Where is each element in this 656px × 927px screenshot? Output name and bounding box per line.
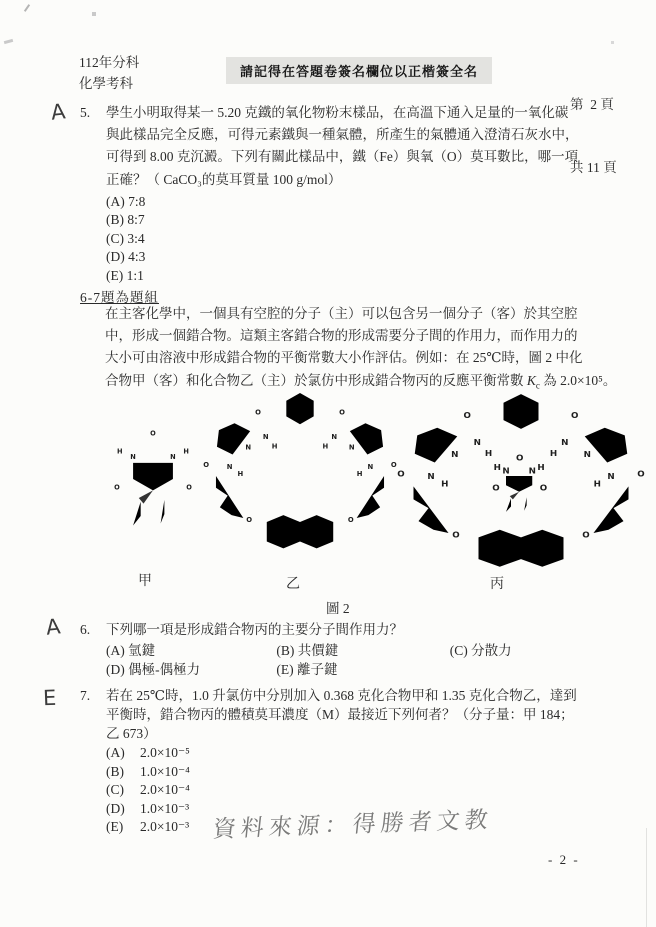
passage-line: 在主客化學中，一個具有空腔的分子（主）可以包含另一個分子（客）於其空腔 [105, 306, 578, 321]
option-letter: (D) [106, 800, 125, 816]
svg-text:N: N [427, 471, 435, 481]
svg-text:H: H [593, 478, 601, 489]
question-6-stem [80, 620, 630, 640]
header-exam-info [79, 52, 139, 94]
handwritten-answer-q7: E [42, 685, 57, 711]
passage-text: 合物甲（客）和化合物乙（主）於氯仿中形成錯合物丙的反應平衡常數 [105, 372, 527, 388]
question-group-title: 6-7題為題組 [80, 290, 159, 305]
svg-text:O: O [246, 515, 253, 524]
option-a: (A) 7:8 [106, 193, 146, 209]
svg-text:N: N [130, 453, 136, 462]
figure-2-caption: 圖 2 [326, 601, 350, 616]
scan-edge-line [646, 828, 647, 927]
svg-text:O: O [390, 461, 397, 470]
question-line: 與此樣品完全反應，可得元素鐵與一種氣體，所產生的氣體通入澄清石灰水中， [106, 127, 579, 143]
svg-text:H: H [322, 442, 329, 451]
svg-text:N: N [226, 463, 233, 472]
question-5 [80, 102, 630, 285]
handwritten-answer-q5: A [49, 99, 67, 125]
question-line: 平衡時，錯合物丙的體積莫耳濃度（M）最接近下列何者？（分子量：甲 184； [106, 707, 574, 722]
option-e: (E) 離子鍵 [276, 662, 338, 677]
svg-text:N: N [561, 437, 569, 447]
option-c: (C) 分散力 [449, 642, 512, 658]
option-value: 2.0×10⁻⁴ [140, 782, 190, 798]
option-value: 1.0×10⁻⁴ [140, 763, 190, 779]
question-text: 下列哪一項是形成錯合物丙的主要分子間作用力？ [106, 622, 403, 637]
total-pages-line: 共 11 頁 [570, 160, 617, 175]
question-line: 正確？（ CaCO₃的莫耳質量 100 g/mol） [106, 171, 342, 187]
svg-text:H: H [237, 470, 244, 479]
question-number: 7. [80, 688, 91, 703]
structure-bing-label: 丙 [490, 577, 504, 592]
scan-speck [92, 12, 96, 16]
svg-text:O: O [463, 410, 471, 420]
option-d: (D) 偶極-偶極力 [106, 662, 201, 677]
signature-notice-banner: 請記得在答題卷簽名欄位以正楷簽全名 [226, 57, 492, 84]
passage-line: 中，形成一個錯合物。這類主客錯合物的形成需要分子間的作用力，而作用力的 [105, 328, 578, 344]
exam-year: 112年分科 [79, 55, 140, 70]
figure-2 [0, 390, 656, 620]
question-line: 乙 673） [106, 726, 157, 741]
svg-text:N: N [451, 449, 459, 459]
svg-text:O: O [582, 529, 590, 540]
question-line [80, 686, 630, 705]
question-line [80, 620, 630, 640]
passage-line: 大小可由溶液中形成錯合物的平衡常數大小作評估。例如：在 25℃時，圖 2 中化 [105, 350, 583, 366]
question-number: 5. [80, 105, 91, 120]
scan-speck [4, 39, 13, 44]
footer-page-number: - 2 - [548, 852, 580, 867]
svg-text:O: O [397, 469, 405, 479]
option-letter: (B) [106, 763, 124, 779]
option-value: 2.0×10⁻³ [140, 819, 190, 835]
svg-text:N: N [348, 443, 355, 452]
svg-text:N: N [170, 453, 176, 462]
question-5-stem [80, 102, 630, 191]
svg-text:N: N [262, 432, 269, 441]
svg-text:H: H [183, 447, 189, 456]
question-line [80, 102, 630, 124]
structure-bing-complex-drawing [396, 393, 646, 583]
question-number: 6. [80, 622, 91, 637]
svg-text:O: O [452, 529, 460, 540]
exam-subject: 化學考科 [79, 76, 133, 91]
svg-text:O: O [516, 452, 524, 463]
svg-text:O: O [571, 410, 579, 420]
structure-yi-macrocycle-drawing [202, 392, 398, 563]
svg-text:N: N [528, 465, 536, 476]
option-d: (D) 4:3 [106, 249, 146, 265]
svg-text:N: N [607, 471, 615, 481]
handwritten-source-note: 資料來源：得勝者文教 [211, 807, 495, 843]
structure-jia-barbital-drawing [100, 424, 206, 552]
svg-text:O: O [492, 483, 500, 493]
svg-text:N: N [583, 449, 591, 459]
handwritten-answer-q6: A [44, 614, 62, 640]
option-letter: (C) [106, 782, 124, 798]
option-value: 1.0×10⁻³ [140, 800, 190, 816]
svg-text:N: N [331, 432, 338, 441]
question-5-options [80, 193, 630, 286]
svg-text:N: N [473, 437, 481, 447]
option-b [106, 763, 630, 782]
svg-text:O: O [203, 461, 210, 470]
option-a: (A) 氫鍵 [106, 642, 156, 658]
question-6-options [80, 641, 630, 680]
svg-text:H: H [493, 462, 501, 472]
svg-text:O: O [637, 469, 645, 479]
svg-text:O: O [347, 515, 354, 524]
options-row [106, 641, 630, 661]
svg-text:H: H [549, 448, 558, 458]
option-value: 2.0×10⁻⁵ [140, 745, 190, 760]
option-e: (E) 1:1 [106, 267, 144, 283]
page-number-line: 第 2 頁 [570, 97, 614, 112]
structure-yi-label: 乙 [286, 577, 300, 592]
svg-text:N: N [367, 463, 374, 472]
option-letter: (E) [106, 819, 124, 835]
question-text: 若在 25℃時，1.0 升氯仿中分別加入 0.368 克化合物甲和 1.35 克化合物乙，達到 [106, 688, 577, 703]
svg-text:O: O [539, 483, 548, 493]
question-7-stem [80, 686, 630, 743]
option-b: (B) 共價鍵 [276, 642, 339, 658]
group-passage [105, 303, 630, 397]
svg-text:H: H [356, 470, 363, 479]
equilibrium-constant-subscript: c [535, 380, 540, 391]
svg-text:N: N [502, 465, 510, 476]
question-text: 學生小明取得某一 5.20 克鐵的氧化物粉末樣品，在高溫下通入足量的一氧化碳 [106, 105, 569, 120]
passage-text: 為 2.0×10⁵。 [539, 372, 617, 388]
svg-text:H: H [117, 447, 123, 456]
svg-text:O: O [339, 408, 345, 417]
option-c [106, 781, 630, 800]
svg-text:H: H [537, 462, 545, 472]
svg-text:H: H [441, 478, 449, 489]
option-letter: (A) [106, 745, 125, 760]
svg-text:H: H [271, 442, 278, 451]
question-6 [80, 620, 630, 680]
option-c: (C) 3:4 [106, 230, 145, 246]
svg-text:H: H [484, 448, 493, 458]
svg-text:O: O [255, 408, 261, 417]
structure-jia-label: 甲 [138, 574, 152, 589]
scan-speck [24, 4, 30, 12]
scan-speck [611, 41, 614, 44]
question-line: 可得到 8.00 克沉澱。下列有關此樣品中，鐵（Fe）與氧（O）莫耳數比，哪一項 [106, 149, 579, 165]
options-row [106, 660, 630, 680]
svg-text:O: O [150, 429, 156, 438]
option-b: (B) 8:7 [106, 212, 145, 228]
svg-text:N: N [245, 443, 252, 452]
svg-text:O: O [114, 483, 120, 492]
svg-text:O: O [186, 483, 192, 492]
equilibrium-constant-symbol: K [526, 372, 536, 388]
option-a [106, 744, 630, 763]
